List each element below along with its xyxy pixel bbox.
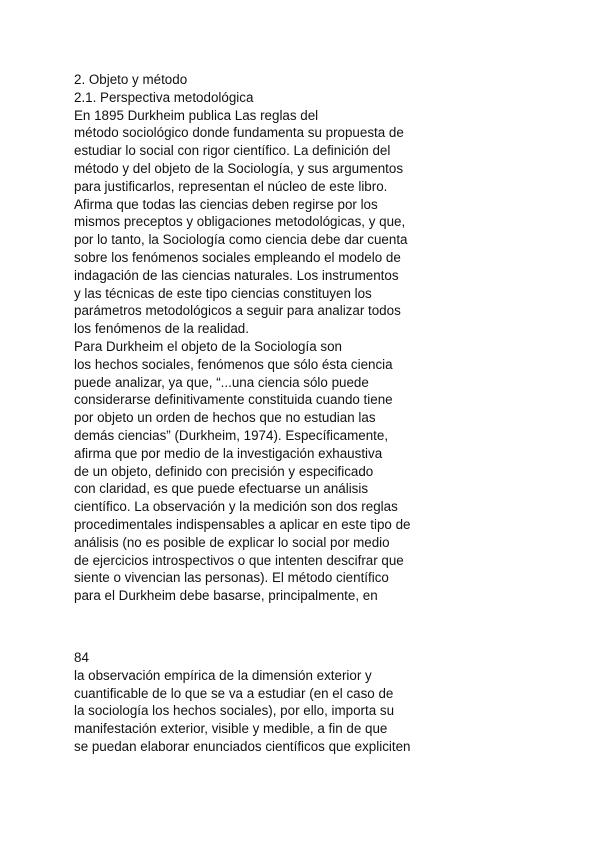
text-line: de un objeto, definido con precisión y especificado — [74, 463, 374, 479]
text-line: puede analizar, ya que, “...una ciencia sólo puede — [74, 374, 369, 390]
text-line: Afirma que todas las ciencias deben regirse por los — [74, 196, 378, 212]
text-line: y las técnicas de este tipo ciencias constituyen los — [74, 285, 372, 301]
text-line: se puedan elaborar enunciados científicos que expliciten — [74, 738, 411, 754]
continuation-text-block — [74, 649, 594, 756]
text-line: de ejercicios introspectivos o que intenten descifrar que — [74, 552, 404, 568]
text-line: indagación de las ciencias naturales. Los instrumentos — [74, 267, 399, 283]
text-line: En 1895 Durkheim publica Las reglas del — [74, 107, 319, 123]
section-heading: 2. Objeto y método — [74, 72, 188, 87]
text-line: los fenómenos de la realidad. — [74, 321, 249, 337]
text-line: considerarse definitivamente constituida cuando tiene — [74, 392, 393, 408]
text-line: por lo tanto, la Sociología como ciencia debe dar cuenta — [74, 232, 408, 248]
text-line: demás ciencias” (Durkheim, 1974). Específicamente, — [74, 427, 389, 443]
text-line: Para Durkheim el objeto de la Sociología son — [74, 338, 342, 354]
text-line: procedimentales indispensables a aplicar en este tipo de — [74, 516, 411, 532]
text-line: con claridad, es que puede efectuarse un análisis — [74, 481, 369, 497]
page-number: 84 — [74, 650, 89, 665]
text-line: por objeto un orden de hechos que no estudian las — [74, 410, 376, 426]
main-text-block — [74, 71, 594, 605]
text-line: científico. La observación y la medición son dos reglas — [74, 499, 398, 515]
text-line: análisis (no es posible de explicar lo social por medio — [74, 534, 390, 550]
text-line: sobre los fenómenos sociales empleando el modelo de — [74, 249, 401, 265]
text-line: método y del objeto de la Sociología, y sus argumentos — [74, 160, 404, 176]
text-line: la sociología los hechos sociales), por ello, importa su — [74, 703, 395, 719]
text-line: para justificarlos, representan el núcleo de este libro. — [74, 178, 388, 194]
subsection-heading: 2.1. Perspectiva metodológica — [74, 89, 254, 105]
text-line: la observación empírica de la dimensión exterior y — [74, 667, 372, 683]
text-line: mismos preceptos y obligaciones metodológicas, y que, — [74, 214, 406, 230]
text-line: método sociológico donde fundamenta su propuesta de — [74, 125, 404, 141]
text-line: estudiar lo social con rigor científico. La definición del — [74, 143, 391, 159]
text-line: siente o vivencian las personas). El método científico — [74, 570, 389, 586]
text-line: cuantificable de lo que se va a estudiar (en el caso de — [74, 685, 394, 701]
text-line: manifestación exterior, visible y medible, a fin de que — [74, 721, 388, 737]
text-line: los hechos sociales, fenómenos que sólo ésta ciencia — [74, 356, 393, 372]
text-line: para el Durkheim debe basarse, principalmente, en — [74, 588, 378, 604]
text-line: parámetros metodológicos a seguir para analizar todos — [74, 303, 401, 319]
text-line: afirma que por medio de la investigación exhaustiva — [74, 445, 383, 461]
